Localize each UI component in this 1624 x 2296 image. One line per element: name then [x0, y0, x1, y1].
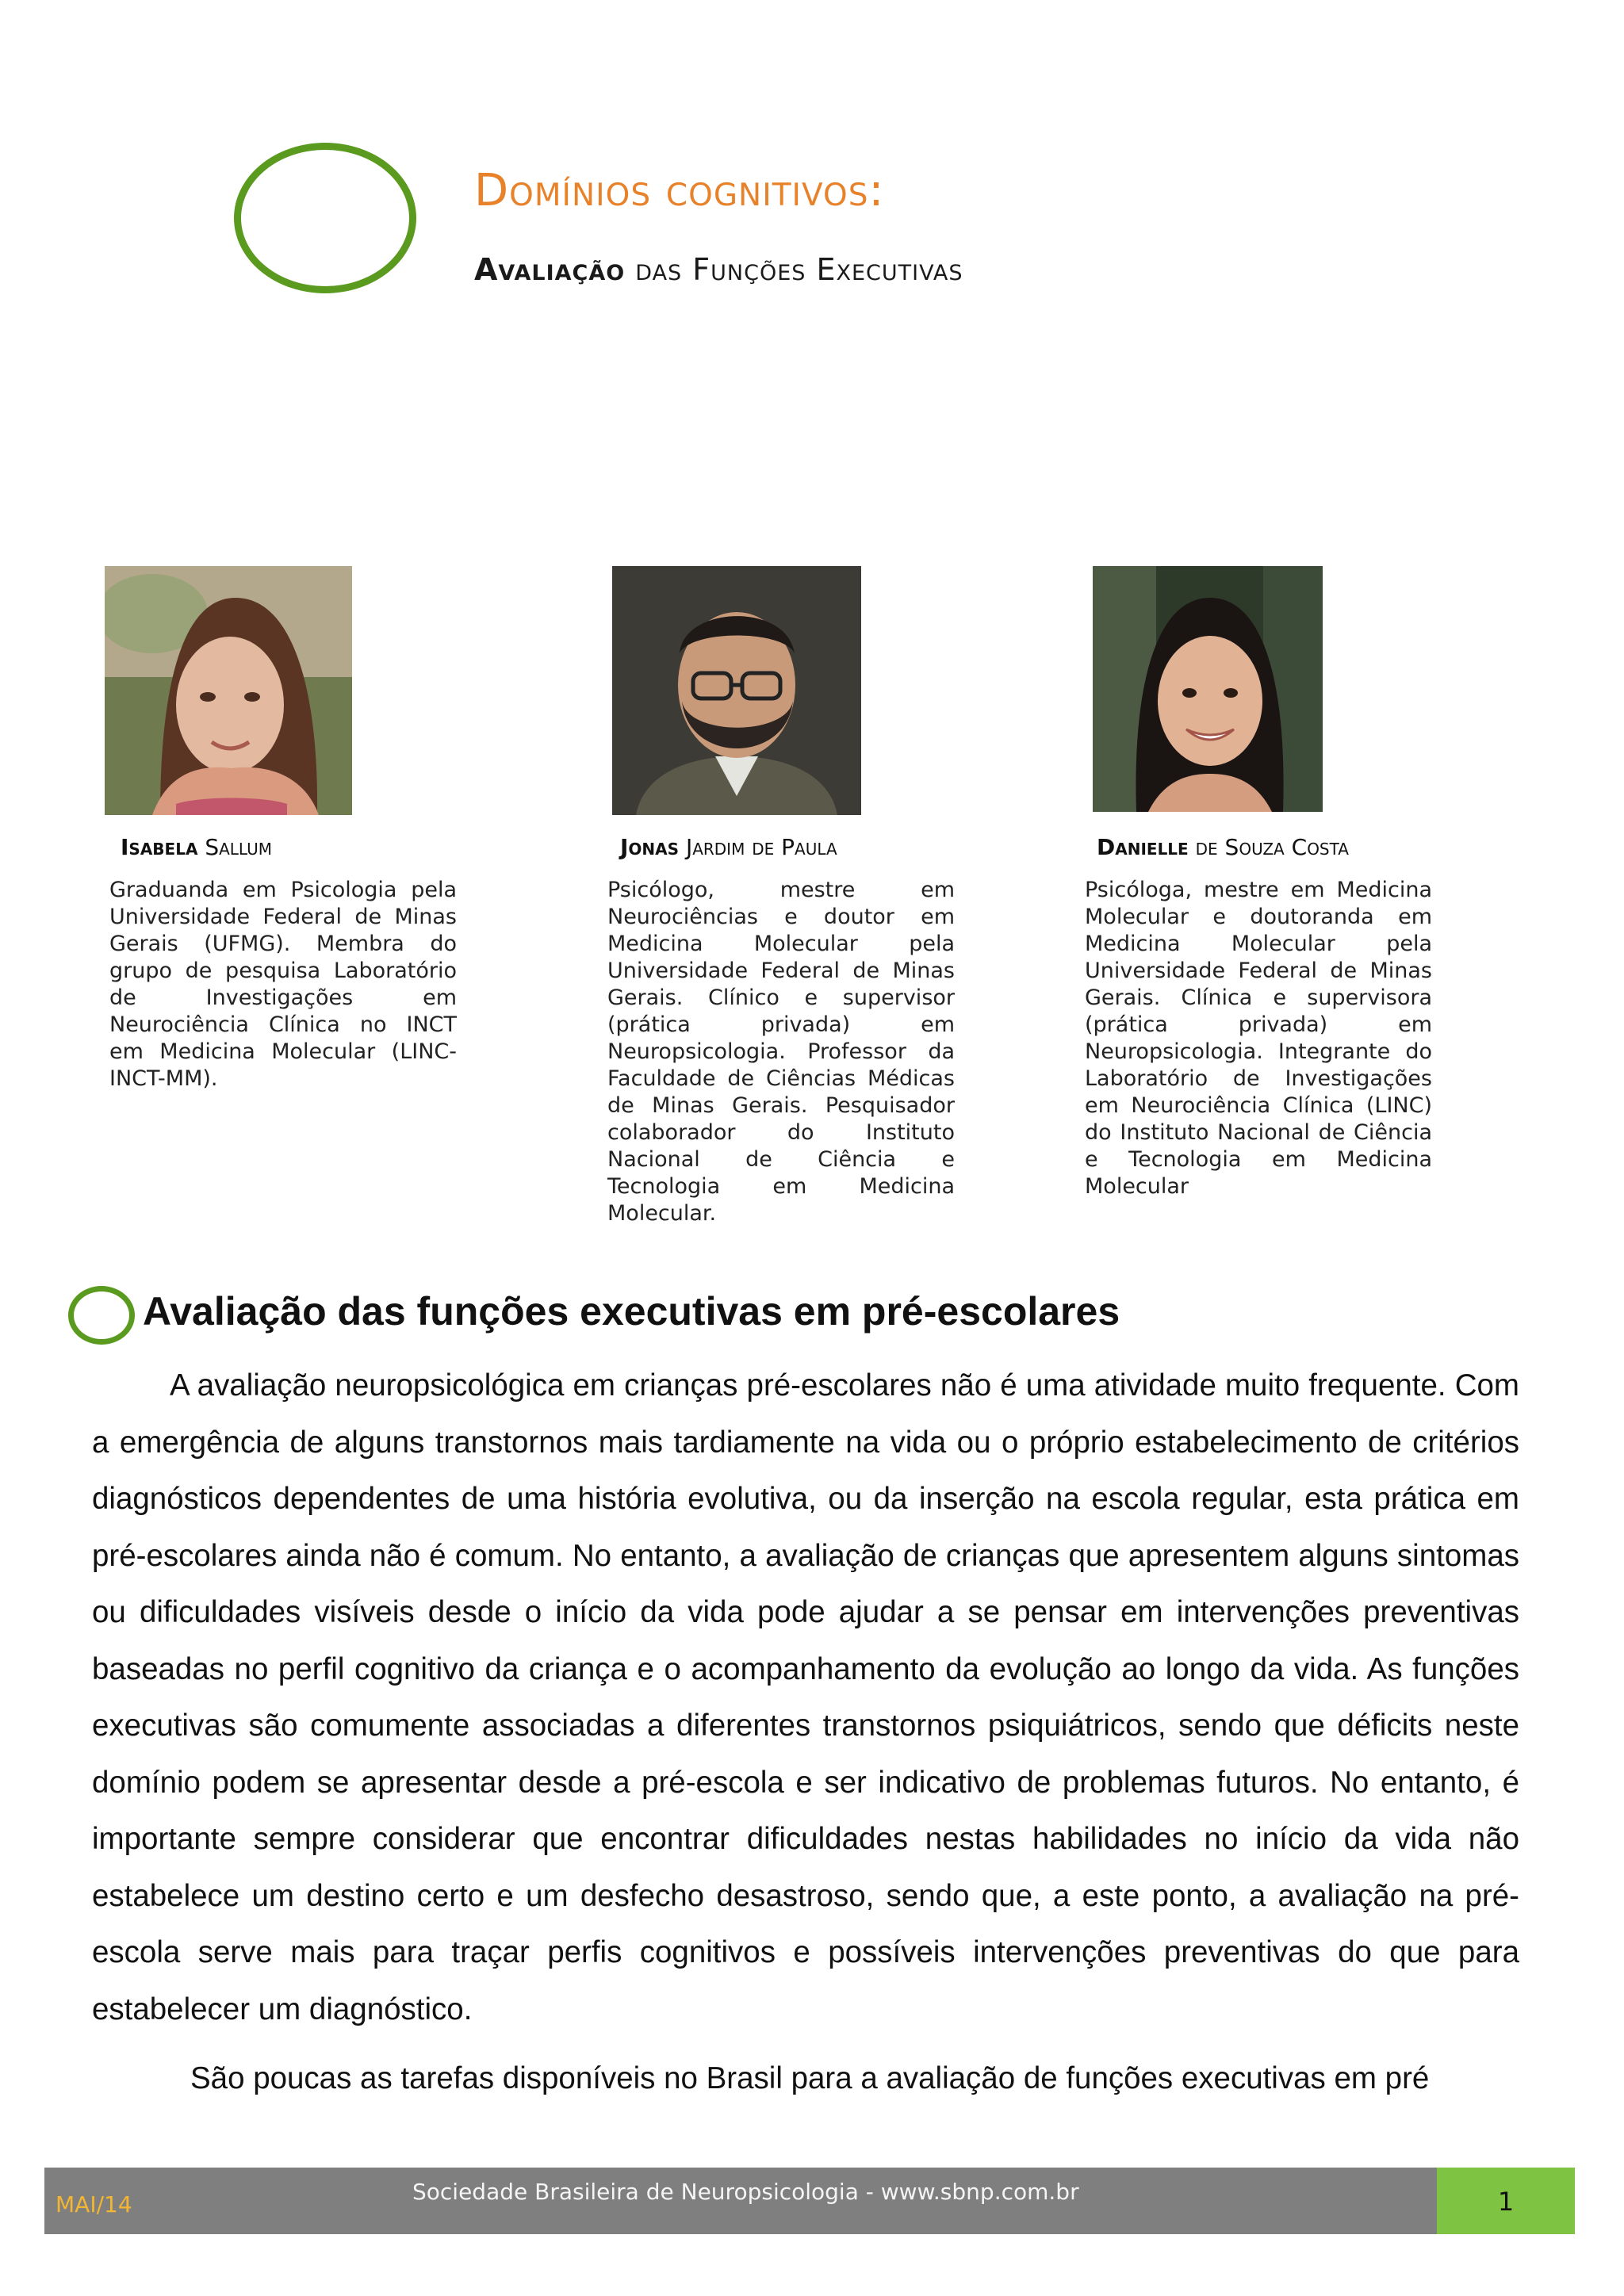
- header-circle-decoration: [234, 143, 416, 293]
- author-photo-danielle: [1093, 566, 1323, 812]
- author-bio-jonas: Psicólogo, mestre em Neurociências e doutor em Medicina Molecular pela Universidade Federal de Minas Gerais. Clínico e supervisor (prática privada) em Neuropsicologia. Professor da Faculdade de Ciências Médicas de Minas Gerais. Pesquisador colaborador do Instituto Nacional de Ciência e Tecnologia em Medicina Molecular.: [607, 878, 955, 1226]
- body-paragraph-1: A avaliação neuropsicológica em crianças pré-escolares não é uma atividade muito frequente. Com a emergência de alguns transtornos mais tardiamente na vida ou o próprio estabelecimento de critérios diagnósticos dependentes de uma história evolutiva, ou da inserção na escola regular, esta prática em pré-escolares ainda não é comum. No entanto, a avaliação de crianças que apresentem alguns sintomas ou dificuldades visíveis desde o início da vida pode ajudar a se pensar em intervenções preventivas baseadas no perfil cognitivo da criança e o acompanhamento da evolução ao longo da vida. As funções executivas são comumente associadas a diferentes transtornos psiquiátricos, sendo que déficits neste domínio podem se apresentar desde a pré-escola e ser indicativo de problemas futuros. No entanto, é importante sempre considerar que encontrar dificuldades nestas habilidades no início da vida não estabelece um destino certo e um desfecho desastroso, sendo que, a este ponto, a avaliação na pré-escola serve mais para traçar perfis cognitivos e possíveis intervenções preventivas do que para estabelecer um diagnóstico.: [92, 1368, 1519, 2026]
- page-subtitle: [474, 252, 963, 287]
- section-circle-decoration: [68, 1286, 135, 1345]
- author-name-danielle: Danielle de Souza Costa: [1097, 834, 1349, 860]
- page-number: 1: [1497, 2187, 1515, 2217]
- body-paragraph-2: São poucas as tarefas disponíveis no Brasil para a avaliação de funções executivas em pré: [190, 2061, 1430, 2095]
- author-photo-jonas: [612, 566, 861, 815]
- author-name-isabela: Isabela Sallum: [121, 834, 272, 860]
- author-name-jonas: Jonas Jardim de Paula: [620, 834, 837, 860]
- section-title: Avaliação das funções executivas em pré-escolares: [143, 1289, 1120, 1334]
- subtitle-rest: das Funções Executivas: [625, 252, 963, 287]
- subtitle-bold: Avaliação: [474, 252, 626, 287]
- author-bio-isabela: Graduanda em Psicologia pela Universidade Federal de Minas Gerais (UFMG). Membra do grupo de pesquisa Laboratório de Investigações em Neurociência Clínica no INCT em Medicina Molecular (LINC-INCT-MM).: [109, 878, 457, 1091]
- footer-society-link[interactable]: Sociedade Brasileira de Neuropsicologia - www.sbnp.com.br: [412, 2179, 1079, 2205]
- footer-date: MAI/14: [56, 2191, 132, 2218]
- author-bio-danielle: Psicóloga, mestre em Medicina Molecular e doutoranda em Medicina Molecular pela Universidade Federal de Minas Gerais. Clínica e supervisora (prática privada) em Neuropsicologia. Integrante do Laboratório de Investigações em Neurociência Clínica (LINC) do Instituto Nacional de Ciência e Tecnologia em Medicina Molecular: [1085, 878, 1432, 1199]
- page-title: Domínios cognitivos:: [474, 165, 885, 216]
- author-photo-isabela: [105, 566, 352, 815]
